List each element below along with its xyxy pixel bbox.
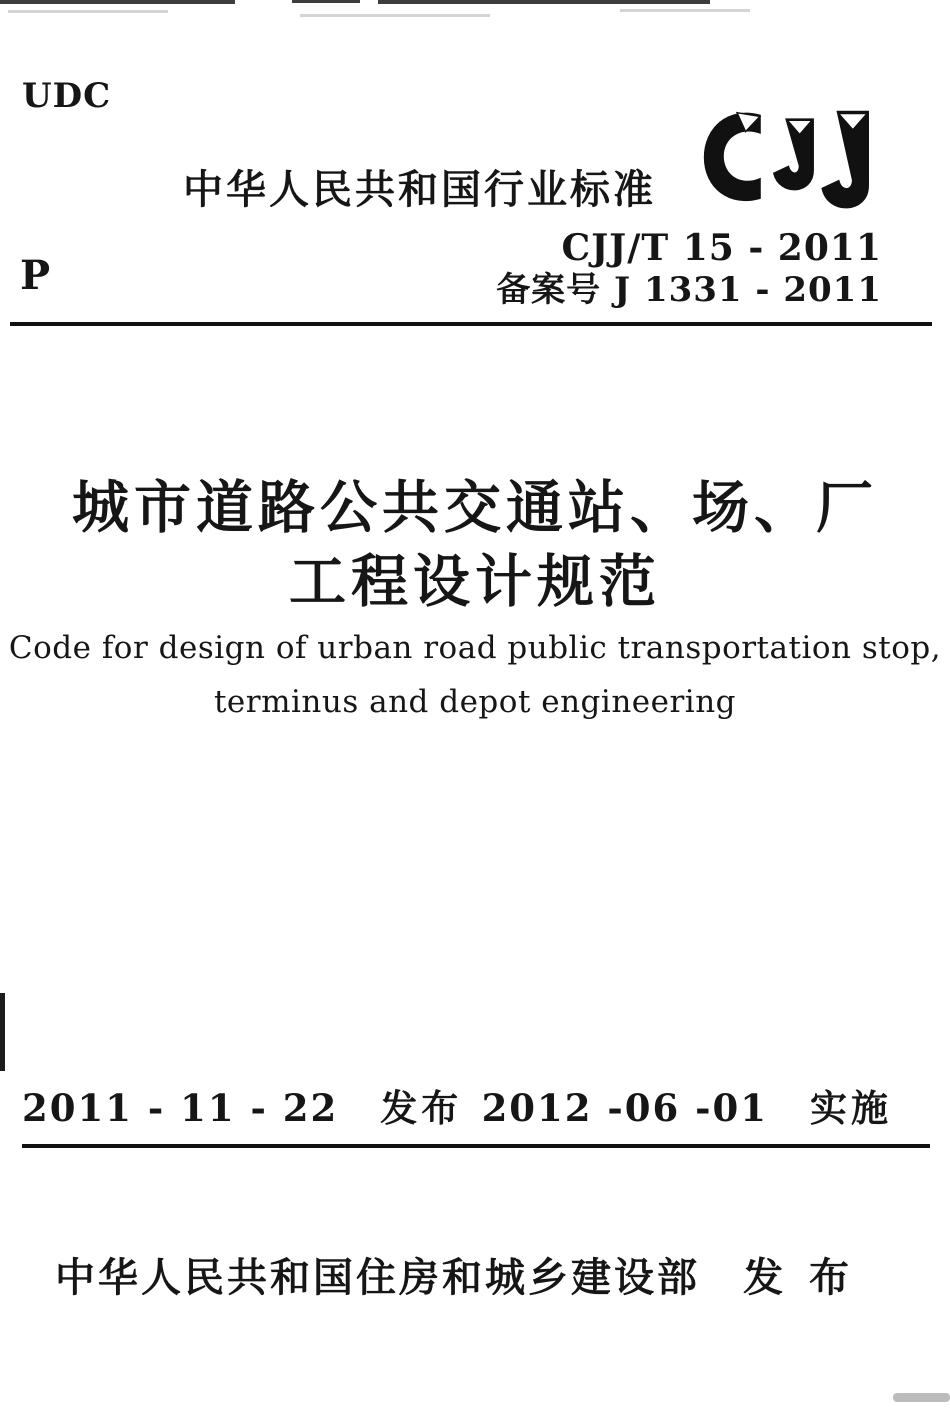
scan-artifact-top-middle <box>292 0 360 3</box>
cjj-logo-icon <box>698 106 890 218</box>
title-chinese-line1: 城市道路公共交通站、场、厂 <box>72 474 878 541</box>
footer-divider-rule <box>22 1144 930 1148</box>
scan-artifact-top-left <box>0 0 235 4</box>
scan-smudge-1 <box>8 10 168 13</box>
scan-artifact-top-right <box>378 0 710 4</box>
issue-date: 2011 - 11 - 22 <box>22 1086 339 1130</box>
title-english-line1: Code for design of urban road public transportation stop, <box>8 630 942 666</box>
dates-row <box>22 1078 892 1132</box>
scan-artifact-bottom-right <box>893 1393 950 1402</box>
issue-date-group <box>22 1078 462 1132</box>
title-chinese-line2: 工程设计规范 <box>289 548 661 615</box>
standard-numbers-block <box>496 228 882 310</box>
effective-label: 实施 <box>810 1087 892 1130</box>
title-english-line2: terminus and depot engineering <box>213 684 737 720</box>
standard-number: CJJ/T 15 - 2011 <box>561 227 882 269</box>
effective-date: 2012 -06 -01 <box>481 1086 768 1130</box>
standard-type-heading: 中华人民共和国行业标准 <box>183 167 656 213</box>
publish-label: 发 布 <box>743 1255 855 1301</box>
record-number: 备案号 J 1331 - 2011 <box>496 270 882 310</box>
publisher-name: 中华人民共和国住房和城乡建设部 <box>55 1255 700 1301</box>
issue-label: 发布 <box>380 1087 463 1130</box>
scan-artifact-left-edge <box>0 993 5 1071</box>
header-divider-rule <box>10 322 932 326</box>
effective-date-group <box>482 1078 892 1132</box>
scan-smudge-2 <box>300 14 490 17</box>
scan-smudge-3 <box>620 9 750 12</box>
publisher-row <box>55 1246 855 1303</box>
classification-code: P <box>20 252 51 299</box>
udc-label: UDC <box>22 76 112 116</box>
